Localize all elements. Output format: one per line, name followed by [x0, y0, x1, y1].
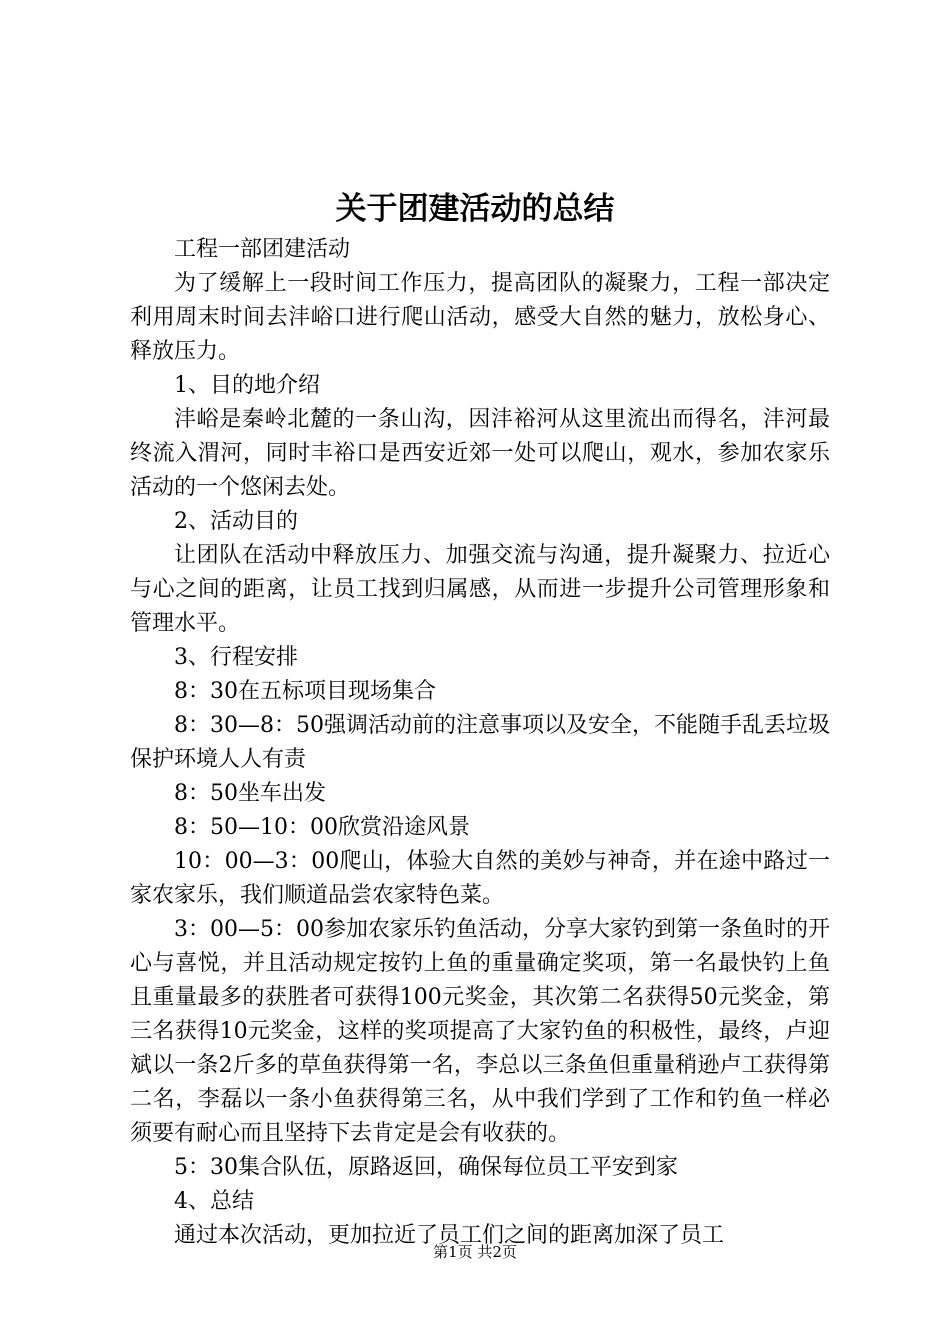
- document-title: 关于团建活动的总结: [335, 191, 615, 227]
- schedule-item: 3：00—5：00参加农家乐钓鱼活动，分享大家钓到第一条鱼时的开心与喜悦，并且活动规定按钓上鱼的重量确定奖项，第一名最快钓上鱼且重量最多的获胜者可获得100元奖金，其次第二名获得50元奖金，第三名获得10元奖金，这样的奖项提高了大家钓鱼的积极性，最终，卢迎斌以一条2斤多的草鱼获得第一名，李总以三条鱼但重量稍逊卢工获得第二名，李磊以一条小鱼获得第三名，从中我们学到了工作和钓鱼一样必须要有耐心而且坚持下去肯定是会有收获的。: [130, 917, 830, 1146]
- paragraph: 让团队在活动中释放压力、加强交流与沟通，提升凝聚力、拉近心与心之间的距离，让员工找到归属感，从而进一步提升公司管理形象和管理水平。: [130, 543, 830, 636]
- section-heading: 4、总结: [174, 1189, 254, 1214]
- section-heading: 2、活动目的: [174, 509, 298, 534]
- document-body: [130, 233, 830, 1253]
- schedule-item: 10：00—3：00爬山，体验大自然的美妙与神奇，并在途中路过一家农家乐，我们顺道品尝农家特色菜。: [130, 849, 830, 908]
- schedule-item: 5：30集合队伍，原路返回，确保每位员工平安到家: [174, 1155, 678, 1180]
- paragraph: 为了缓解上一段时间工作压力，提高团队的凝聚力，工程一部决定利用周末时间去沣峪口进行爬山活动，感受大自然的魅力，放松身心、释放压力。: [130, 271, 830, 364]
- section-heading: 1、目的地介绍: [174, 373, 320, 398]
- paragraph: 工程一部团建活动: [174, 237, 351, 262]
- section-heading: 3、行程安排: [174, 645, 298, 670]
- schedule-item: 8：30—8：50强调活动前的注意事项以及安全，不能随手乱丢垃圾保护环境人人有责: [130, 713, 830, 772]
- schedule-item: 8：50坐车出发: [174, 781, 326, 806]
- page-footer: 第1页 共2页: [433, 1243, 517, 1261]
- paragraph: 通过本次活动，更加拉近了员工们之间的距离加深了员工: [174, 1223, 725, 1248]
- schedule-item: 8：30在五标项目现场集合: [174, 679, 436, 704]
- paragraph: 沣峪是秦岭北麓的一条山沟，因沣裕河从这里流出而得名，沣河最终流入渭河，同时丰裕口是西安近郊一处可以爬山，观水，参加农家乐活动的一个悠闲去处。: [130, 407, 830, 500]
- schedule-item: 8：50—10：00欣赏沿途风景: [174, 815, 470, 840]
